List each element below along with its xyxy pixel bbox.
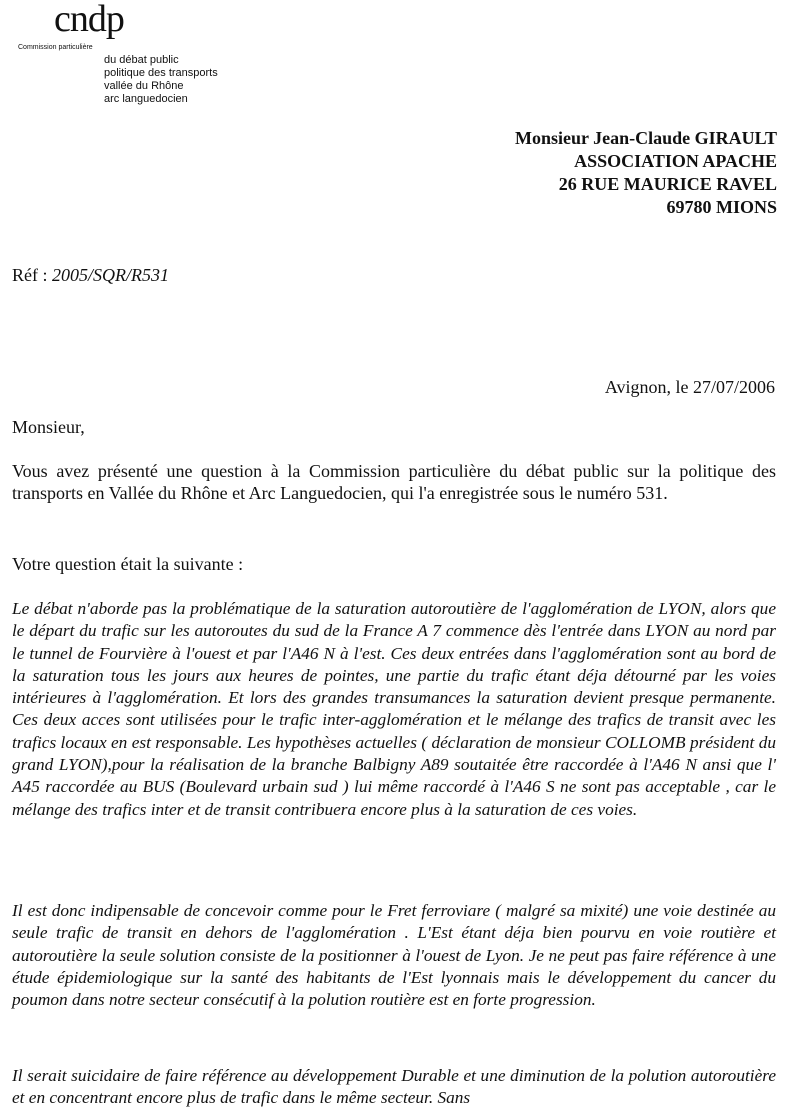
logo-caption-line: arc languedocien: [104, 93, 188, 105]
logo-caption-line: du débat public: [104, 54, 179, 66]
reference-label: Réf :: [12, 265, 52, 285]
logo-commission-line: Commission particulière: [18, 44, 93, 51]
recipient-address: [515, 127, 777, 219]
logo-caption-line: politique des transports: [104, 67, 218, 79]
logo-caption: [104, 54, 218, 106]
question-paragraph: Il serait suicidaire de faire référence au développement Durable et une diminution de la polution autoroutière et en concentrant encore plus de trafic dans le même secteur. Sans: [12, 1066, 776, 1108]
question-lead: Votre question était la suivante :: [12, 554, 244, 574]
reference-value: 2005/SQR/R531: [52, 265, 169, 285]
question-paragraph: Le débat n'aborde pas la problématique de la saturation autoroutière de l'agglomération de LYON, alors que le départ du trafic sur les autoroutes du sud de la France A 7 commence dès l'entrée dans LYON au nord par le tunnel de Fourvière à l'ouest et par l'A46 N à l'est. Ces deux entrées dans l'agglomération sont au bord de la saturation tous les jours aux heures de pointes, une partie du trafic étant déja détourné par les voies intérieures à l'agglomération. Et lors des grandes transumances la saturation devient presque permanente. Ces deux acces sont utilisées pour le trafic inter-agglomération et le mélange des trafics de transit avec les trafics locaux en est responsable. Les hypothèses actuelles ( déclaration de monsieur COLLOMB président du grand LYON),pour la réalisation de la branche Balbigny A89 soutaitée être raccordée à l'A46 N ansi que l' A45 raccordée au BUS (Boulevard urbain sud ) lui même raccordé à l'A46 S ne sont pas acceptable , car le mélange des trafics inter et de transit contribuera encore plus à la saturation de ces voies.: [12, 599, 776, 819]
recipient-street: 26 RUE MAURICE RAVEL: [558, 174, 777, 194]
question-paragraph: Il est donc indipensable de concevoir comme pour le Fret ferroviare ( malgré sa mixité) une voie destinée au seule trafic de transit en dehors de l'agglomération . L'Est étant déja bien pourvu en voie routière et autoroutière la seule solution consiste de la positionner à l'ouest de Lyon. Je ne peut pas faire référence à une étude épidemiologique sur la santé des habitants de l'Est lyonnais mais le développement du cancer du poumon dans notre secteur consécutif à la polution routière est en forte progression.: [12, 901, 776, 1010]
recipient-name: Monsieur Jean-Claude GIRAULT: [514, 128, 777, 148]
logo-caption-line: vallée du Rhône: [104, 80, 184, 92]
recipient-organization: ASSOCIATION APACHE: [574, 151, 777, 171]
recipient-city: 69780 MIONS: [666, 197, 777, 217]
date-line: Avignon, le 27/07/2006: [604, 377, 775, 397]
intro-paragraph: Vous avez présenté une question à la Commission particulière du débat public sur la politique des transports en Vallée du Rhône et Arc Languedocien, qui l'a enregistrée sous le numéro 531.: [12, 461, 776, 503]
logo-mark: cndp: [54, 0, 124, 40]
reference-line: [12, 264, 169, 286]
salutation: Monsieur,: [12, 417, 85, 437]
